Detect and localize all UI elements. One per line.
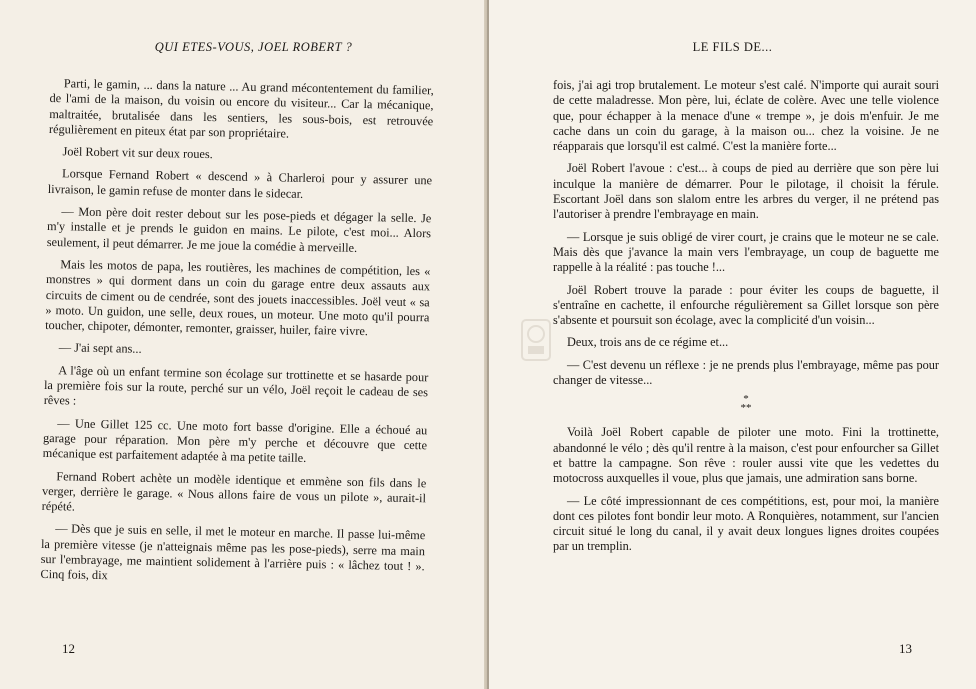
- right-page-number: 13: [899, 641, 912, 656]
- paragraph: — Une Gillet 125 cc. Une moto fort basse d'origine. Elle a échoué au garage pour réparation. Mon père m'y perche et découvre que cette mécanique est parfaitement adaptée à ma petite taille.: [42, 415, 428, 466]
- right-running-head: LE FILS DE...: [692, 40, 773, 54]
- left-running-head: QUI ETES-VOUS, JOEL ROBERT ?: [154, 40, 353, 54]
- paragraph: Voilà Joël Robert capable de piloter une moto. Fini la trottinette, abandonné le vélo ; dès qu'il rentre à la maison, c'est pour enfourcher sa Gillet et battre la campagne. Son rêve : rouler aussi vite que les vedettes du motocross auxquelles il voue, plus que jamais, une admiration sans borne.: [553, 425, 939, 486]
- library-stamp-watermark: [520, 318, 552, 362]
- paragraph: Joël Robert vit sur deux roues.: [62, 144, 213, 162]
- left-body-text: [40, 76, 434, 597]
- section-break-stars-bottom: **: [740, 402, 752, 415]
- paragraph: Fernand Robert achète un modèle identique et emmène son fils dans le verger, derrière le garage. « Nous allons faire de vous un pilote », aurait-il répété.: [41, 468, 427, 514]
- paragraph: Parti, le gamin, ... dans la nature ... Au grand mécontentement du familier, de l'ami de la maison, du voisin ou encore du visiteur... Car la mécanique, maltraitée, brutalisée dans les sentiers, les sous-bois, est retrouvée régulièrement en piteux état par son propriétaire.: [48, 76, 434, 141]
- paragraph: Joël Robert l'avoue : c'est... à coups de pied au derrière que son père lui inculque la manière de démarrer. Pour le pilotage, il choisit la férule. Escortant Joël dans son slalom entre les arbres du verger, il ne prétend pas l'autoriser à prendre l'embrayage en main.: [553, 161, 939, 222]
- left-page: [0, 0, 487, 689]
- left-page-number: 12: [62, 641, 75, 656]
- paragraph: — Lorsque je suis obligé de virer court, je crains que le moteur ne se cale. Mais dès que j'avance la main vers l'embrayage, un coup de baguette me rappelle à la réalité : pas touche !...: [553, 229, 939, 275]
- paragraph: fois, j'ai agi trop brutalement. Le moteur s'est calé. N'importe qui aurait souri de cette maladresse. Mon père, lui, éclate de colère. Avec une telle violence que, pour échapper à la menace d'une « trempe », je dois m'enfuir. Je me cache dans un coin du garage, à la maison ou... chez la voisine. Je ne réapparais que lorsqu'il est calmé. C'est la manière forte...: [553, 78, 939, 154]
- right-page: [489, 0, 976, 689]
- right-body-text: [553, 78, 939, 562]
- paragraph: Deux, trois ans de ce régime et...: [567, 335, 729, 350]
- paragraph: Joël Robert trouve la parade : pour éviter les coups de baguette, il s'entraîne en cachette, il enfourche régulièrement sa Gillet lorsque son père s'absente et poursuit son écolage, avec la complicité d'un voisin...: [553, 282, 939, 328]
- section-break: [553, 395, 939, 413]
- paragraph: — Mon père doit rester debout sur les pose-pieds et dégager la selle. Je m'y installe et je prends le guidon en mains. Le pilote, c'est moi... Alors seulement, il peut démarrer. Je me joue la comédie à merveille.: [46, 204, 432, 255]
- paragraph: A l'âge où un enfant termine son écolage sur trottinette et se hasarde pour la première fois sur la route, perché sur un vélo, Joël reçoit le cadeau de ses rêves :: [43, 362, 429, 408]
- paragraph: — J'ai sept ans...: [58, 340, 142, 357]
- paragraph: — Dès que je suis en selle, il met le moteur en marche. Il passe lui-même la première vitesse (je n'atteignais même pas les pose-pieds), serre ma main sur l'embrayage, me maintient solidement à l'arrière puis : « lâchez tout ! ». Cinq fois, dix: [40, 521, 426, 583]
- section-break-star-top: *: [743, 393, 749, 406]
- paragraph: Lorsque Fernand Robert « descend » à Charleroi pour y assurer une livraison, le gamin refuse de monter dans le sidecar.: [47, 166, 433, 201]
- paragraph: — Le côté impressionnant de ces compétitions, est, pour moi, la manière dont ces pilotes font bondir leur moto. A Ronquières, notamment, sur l'ancien circuit situé le long du canal, il y avait deux longues lignes droites coupées par un tremplin.: [553, 493, 939, 554]
- paragraph: — C'est devenu un réflexe : je ne prends plus l'embrayage, même pas pour changer de vitesse...: [553, 357, 939, 388]
- paragraph: Mais les motos de papa, les routières, les machines de compétition, les « monstres » qui dorment dans un coin du garage entre deux assauts aux circuits de ciment ou de cendrée, sont des jouets inaccessibles. Joël veut « sa » moto. Un guidon, une selle, deux roues, un moteur. Une moto qu'il pourra toucher, chipoter, démonter, remonter, graisser, huiler, faire vivre.: [45, 257, 431, 339]
